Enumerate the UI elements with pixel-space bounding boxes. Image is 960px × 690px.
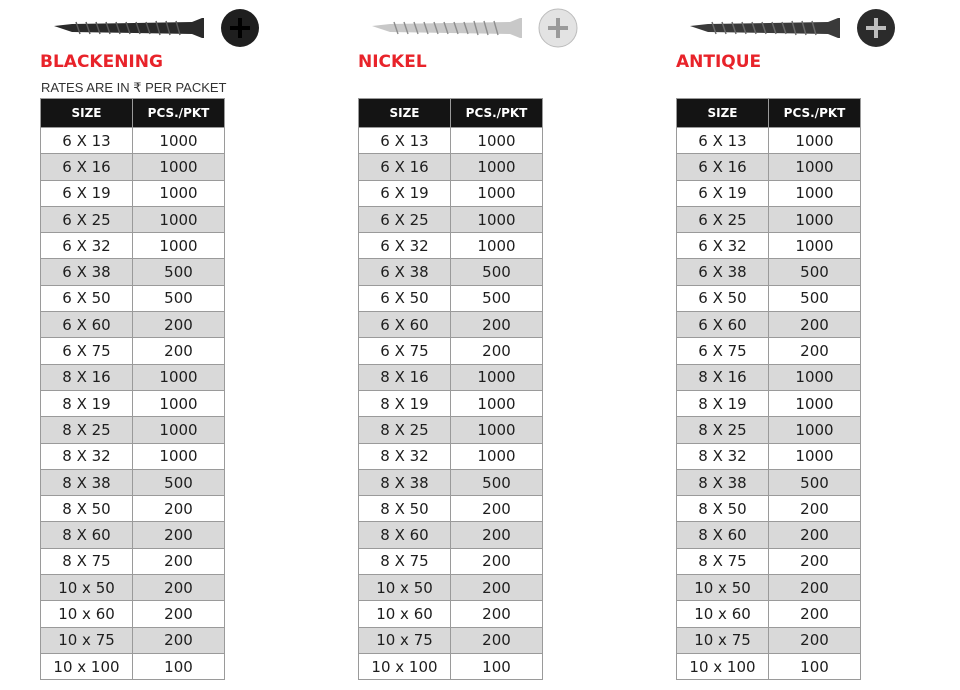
table-row bbox=[677, 575, 861, 601]
size-cell: 8 X 32 bbox=[677, 443, 769, 469]
pcs-cell: 1000 bbox=[133, 417, 225, 443]
table-row bbox=[41, 312, 225, 338]
size-cell: 8 X 19 bbox=[359, 390, 451, 416]
table-row bbox=[359, 601, 543, 627]
pcs-cell: 1000 bbox=[769, 154, 861, 180]
pcs-cell: 500 bbox=[451, 259, 543, 285]
screw-icon bbox=[52, 6, 272, 50]
size-cell: 6 X 25 bbox=[359, 206, 451, 232]
pcs-cell: 100 bbox=[769, 653, 861, 679]
pcs-cell: 500 bbox=[451, 469, 543, 495]
size-cell: 8 X 19 bbox=[41, 390, 133, 416]
size-cell: 8 X 16 bbox=[677, 364, 769, 390]
table-row bbox=[359, 128, 543, 154]
pcs-cell: 1000 bbox=[133, 364, 225, 390]
size-cell: 10 x 60 bbox=[41, 601, 133, 627]
table-row bbox=[677, 154, 861, 180]
size-cell: 10 x 50 bbox=[359, 575, 451, 601]
screw-shank bbox=[372, 18, 522, 38]
table-row bbox=[677, 417, 861, 443]
panel-antique bbox=[676, 0, 916, 690]
size-header: SIZE bbox=[359, 99, 451, 128]
pcs-cell: 200 bbox=[133, 338, 225, 364]
pcs-cell: 200 bbox=[133, 548, 225, 574]
table-row bbox=[359, 206, 543, 232]
size-cell: 6 X 38 bbox=[359, 259, 451, 285]
table-row bbox=[677, 180, 861, 206]
size-cell: 10 x 60 bbox=[359, 601, 451, 627]
table-row bbox=[359, 522, 543, 548]
pcs-cell: 1000 bbox=[133, 443, 225, 469]
pcs-cell: 200 bbox=[133, 312, 225, 338]
pcs-cell: 1000 bbox=[133, 206, 225, 232]
pcs-cell: 1000 bbox=[451, 417, 543, 443]
pcs-cell: 1000 bbox=[451, 154, 543, 180]
pcs-cell: 200 bbox=[133, 575, 225, 601]
finish-title: BLACKENING bbox=[40, 52, 163, 72]
size-cell: 6 X 75 bbox=[677, 338, 769, 364]
size-cell: 8 X 75 bbox=[677, 548, 769, 574]
table-row bbox=[359, 469, 543, 495]
pcs-cell: 1000 bbox=[133, 154, 225, 180]
pcs-cell: 200 bbox=[769, 548, 861, 574]
size-cell: 8 X 16 bbox=[41, 364, 133, 390]
table-row bbox=[41, 180, 225, 206]
table-row bbox=[677, 601, 861, 627]
pcs-cell: 1000 bbox=[769, 180, 861, 206]
size-cell: 6 X 38 bbox=[677, 259, 769, 285]
pcs-cell: 200 bbox=[451, 548, 543, 574]
pcs-cell: 200 bbox=[451, 627, 543, 653]
size-cell: 6 X 16 bbox=[41, 154, 133, 180]
table-row bbox=[677, 390, 861, 416]
pcs-cell: 1000 bbox=[451, 180, 543, 206]
pcs-cell: 1000 bbox=[451, 443, 543, 469]
size-cell: 8 X 50 bbox=[359, 496, 451, 522]
rates-table bbox=[40, 98, 225, 680]
table-row bbox=[41, 653, 225, 679]
size-cell: 10 x 100 bbox=[677, 653, 769, 679]
pcs-cell: 200 bbox=[451, 312, 543, 338]
table-row bbox=[359, 180, 543, 206]
pcs-cell: 200 bbox=[451, 496, 543, 522]
pcs-header: PCS./PKT bbox=[769, 99, 861, 128]
size-cell: 6 X 19 bbox=[41, 180, 133, 206]
table-row bbox=[359, 653, 543, 679]
table-row bbox=[359, 496, 543, 522]
table-row bbox=[677, 469, 861, 495]
size-cell: 8 X 32 bbox=[41, 443, 133, 469]
pcs-cell: 1000 bbox=[133, 128, 225, 154]
pcs-cell: 200 bbox=[133, 522, 225, 548]
pcs-header: PCS./PKT bbox=[133, 99, 225, 128]
table-row bbox=[41, 233, 225, 259]
pcs-cell: 200 bbox=[133, 601, 225, 627]
table-row bbox=[41, 154, 225, 180]
pcs-cell: 200 bbox=[769, 575, 861, 601]
size-header: SIZE bbox=[677, 99, 769, 128]
size-cell: 8 X 60 bbox=[677, 522, 769, 548]
size-cell: 10 x 75 bbox=[677, 627, 769, 653]
size-cell: 6 X 13 bbox=[359, 128, 451, 154]
table-row bbox=[359, 312, 543, 338]
pcs-cell: 500 bbox=[451, 285, 543, 311]
size-cell: 8 X 38 bbox=[359, 469, 451, 495]
pcs-cell: 1000 bbox=[451, 206, 543, 232]
size-cell: 10 x 100 bbox=[359, 653, 451, 679]
size-cell: 10 x 75 bbox=[359, 627, 451, 653]
rates-table bbox=[676, 98, 861, 680]
table-row bbox=[677, 548, 861, 574]
pcs-cell: 200 bbox=[451, 338, 543, 364]
size-cell: 8 X 38 bbox=[41, 469, 133, 495]
size-cell: 8 X 50 bbox=[41, 496, 133, 522]
table-row bbox=[41, 259, 225, 285]
size-cell: 8 X 25 bbox=[41, 417, 133, 443]
panel-nickel bbox=[358, 0, 598, 690]
table-row bbox=[41, 417, 225, 443]
table-row bbox=[41, 285, 225, 311]
pcs-cell: 1000 bbox=[769, 364, 861, 390]
size-cell: 6 X 16 bbox=[359, 154, 451, 180]
table-row bbox=[677, 522, 861, 548]
pcs-cell: 1000 bbox=[133, 390, 225, 416]
size-cell: 6 X 50 bbox=[41, 285, 133, 311]
table-row bbox=[41, 601, 225, 627]
pcs-cell: 1000 bbox=[769, 128, 861, 154]
size-cell: 8 X 32 bbox=[359, 443, 451, 469]
pcs-cell: 500 bbox=[133, 285, 225, 311]
pcs-cell: 1000 bbox=[451, 390, 543, 416]
size-cell: 10 x 50 bbox=[41, 575, 133, 601]
pcs-cell: 100 bbox=[133, 653, 225, 679]
table-row bbox=[677, 233, 861, 259]
table-row bbox=[41, 364, 225, 390]
table-row bbox=[359, 364, 543, 390]
size-cell: 6 X 32 bbox=[677, 233, 769, 259]
pcs-cell: 200 bbox=[133, 627, 225, 653]
pcs-cell: 200 bbox=[769, 338, 861, 364]
table-row bbox=[359, 233, 543, 259]
table-row bbox=[677, 128, 861, 154]
size-cell: 8 X 25 bbox=[359, 417, 451, 443]
size-cell: 10 x 100 bbox=[41, 653, 133, 679]
pcs-cell: 200 bbox=[451, 522, 543, 548]
pcs-cell: 1000 bbox=[769, 443, 861, 469]
table-row bbox=[41, 548, 225, 574]
table-row bbox=[41, 627, 225, 653]
finish-title: ANTIQUE bbox=[676, 52, 762, 72]
table-row bbox=[41, 522, 225, 548]
table-row bbox=[677, 259, 861, 285]
pcs-cell: 200 bbox=[769, 496, 861, 522]
table-row bbox=[677, 285, 861, 311]
screw-shank bbox=[690, 18, 840, 38]
size-cell: 8 X 75 bbox=[359, 548, 451, 574]
pcs-cell: 200 bbox=[451, 601, 543, 627]
table-row bbox=[41, 575, 225, 601]
pcs-cell: 1000 bbox=[451, 233, 543, 259]
panel-blackening bbox=[40, 0, 280, 690]
size-cell: 10 x 50 bbox=[677, 575, 769, 601]
size-cell: 6 X 32 bbox=[359, 233, 451, 259]
pcs-cell: 200 bbox=[451, 575, 543, 601]
pcs-cell: 1000 bbox=[451, 364, 543, 390]
size-cell: 8 X 16 bbox=[359, 364, 451, 390]
screw-icon bbox=[370, 6, 590, 50]
size-cell: 8 X 60 bbox=[359, 522, 451, 548]
pcs-cell: 1000 bbox=[133, 233, 225, 259]
size-cell: 6 X 13 bbox=[41, 128, 133, 154]
size-cell: 8 X 75 bbox=[41, 548, 133, 574]
pcs-header: PCS./PKT bbox=[451, 99, 543, 128]
table-row bbox=[359, 154, 543, 180]
size-cell: 6 X 19 bbox=[677, 180, 769, 206]
table-row bbox=[677, 496, 861, 522]
table-row bbox=[359, 575, 543, 601]
size-cell: 6 X 75 bbox=[41, 338, 133, 364]
pcs-cell: 1000 bbox=[769, 206, 861, 232]
size-cell: 6 X 19 bbox=[359, 180, 451, 206]
size-cell: 10 x 75 bbox=[41, 627, 133, 653]
size-cell: 6 X 60 bbox=[677, 312, 769, 338]
pcs-cell: 1000 bbox=[769, 233, 861, 259]
screw-icon bbox=[688, 6, 908, 50]
pcs-cell: 1000 bbox=[769, 417, 861, 443]
size-cell: 6 X 16 bbox=[677, 154, 769, 180]
size-cell: 6 X 32 bbox=[41, 233, 133, 259]
table-row bbox=[359, 259, 543, 285]
pcs-cell: 500 bbox=[133, 469, 225, 495]
size-cell: 8 X 50 bbox=[677, 496, 769, 522]
table-row bbox=[359, 338, 543, 364]
table-row bbox=[41, 469, 225, 495]
table-row bbox=[41, 128, 225, 154]
rates-table bbox=[358, 98, 543, 680]
table-row bbox=[677, 338, 861, 364]
table-row bbox=[677, 653, 861, 679]
size-cell: 6 X 13 bbox=[677, 128, 769, 154]
table-row bbox=[41, 206, 225, 232]
table-row bbox=[41, 338, 225, 364]
pcs-cell: 100 bbox=[451, 653, 543, 679]
pcs-cell: 200 bbox=[769, 601, 861, 627]
size-cell: 10 x 60 bbox=[677, 601, 769, 627]
table-row bbox=[41, 390, 225, 416]
finish-title: NICKEL bbox=[358, 52, 427, 72]
pcs-cell: 200 bbox=[769, 522, 861, 548]
table-row bbox=[677, 627, 861, 653]
pcs-cell: 1000 bbox=[451, 128, 543, 154]
size-cell: 6 X 60 bbox=[359, 312, 451, 338]
table-row bbox=[677, 364, 861, 390]
table-row bbox=[41, 496, 225, 522]
size-cell: 6 X 75 bbox=[359, 338, 451, 364]
size-cell: 8 X 38 bbox=[677, 469, 769, 495]
size-cell: 6 X 50 bbox=[359, 285, 451, 311]
size-cell: 6 X 60 bbox=[41, 312, 133, 338]
size-cell: 6 X 25 bbox=[41, 206, 133, 232]
size-cell: 6 X 25 bbox=[677, 206, 769, 232]
size-cell: 6 X 50 bbox=[677, 285, 769, 311]
table-row bbox=[41, 443, 225, 469]
size-cell: 6 X 38 bbox=[41, 259, 133, 285]
rates-note: RATES ARE IN ₹ PER PACKET bbox=[41, 80, 227, 95]
pcs-cell: 200 bbox=[133, 496, 225, 522]
pcs-cell: 500 bbox=[133, 259, 225, 285]
pcs-cell: 1000 bbox=[769, 390, 861, 416]
size-cell: 8 X 25 bbox=[677, 417, 769, 443]
table-row bbox=[359, 417, 543, 443]
pcs-cell: 500 bbox=[769, 285, 861, 311]
table-row bbox=[359, 443, 543, 469]
table-row bbox=[359, 285, 543, 311]
pcs-cell: 1000 bbox=[133, 180, 225, 206]
screw-shank bbox=[54, 18, 204, 38]
table-row bbox=[677, 206, 861, 232]
table-row bbox=[677, 312, 861, 338]
pcs-cell: 500 bbox=[769, 469, 861, 495]
size-cell: 8 X 19 bbox=[677, 390, 769, 416]
table-row bbox=[359, 627, 543, 653]
size-header: SIZE bbox=[41, 99, 133, 128]
pcs-cell: 500 bbox=[769, 259, 861, 285]
table-row bbox=[359, 390, 543, 416]
table-row bbox=[677, 443, 861, 469]
size-cell: 8 X 60 bbox=[41, 522, 133, 548]
pcs-cell: 200 bbox=[769, 627, 861, 653]
pcs-cell: 200 bbox=[769, 312, 861, 338]
table-row bbox=[359, 548, 543, 574]
